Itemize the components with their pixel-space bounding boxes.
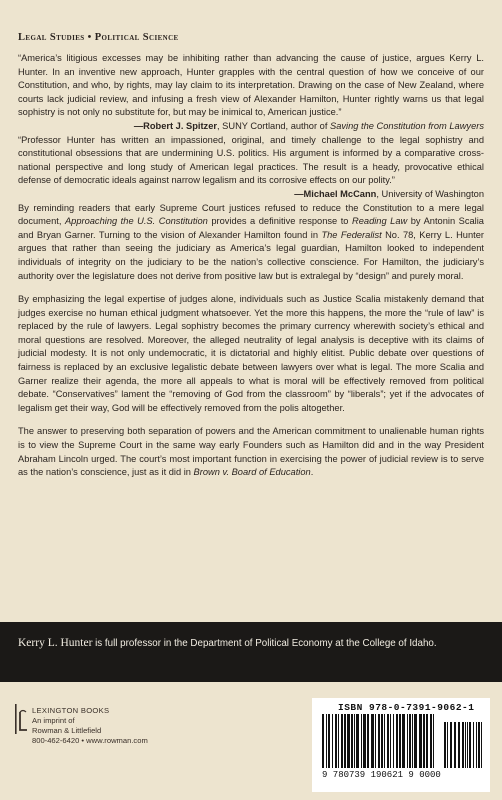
author-bio-text: is full professor in the Department of Political Economy at the College of Idaho.	[92, 638, 437, 649]
blurb-quote-2	[18, 134, 484, 202]
cover-text	[18, 52, 484, 490]
text-run: provides a definitive response to	[207, 216, 353, 227]
blurb-affiliation: , SUNY Cortland, author of	[217, 120, 330, 131]
blurb-attribution	[18, 120, 484, 134]
blurb-quote-1	[18, 52, 484, 134]
blurb-work: Saving the Constitution from Lawyers	[330, 120, 484, 131]
publisher-name: LEXINGTON BOOKS	[32, 706, 110, 715]
book-title: The Federalist	[321, 229, 382, 240]
book-title: Reading Law	[352, 216, 408, 227]
barcode-box	[312, 698, 490, 792]
book-title: Approaching the U.S. Constitution	[64, 216, 208, 227]
description-paragraph-2: By emphasizing the legal expertise of judges alone, individuals such as Justice Scalia mistakenly demand that judges exercise no human ethical judgment whatsoever. Yet the more this happens, the more the “rule of law” is replaced by the rule of lawyers. Legal sophistry becomes the primary currency wherewith society’s ethical and moral questions are resolved. Moreover, the alleged neutrality of legal analysis is deceptive with its claims of judicial modesty. It is not only undemocratic, it is dictatorial and highly elitist. Public debate over questions of fairness is replaced by an exclusive legalistic debate between lawyers over what is legal. The more Scalia and Garner realize their agenda, the more all appeals to what is moral will be effectively removed from political debate. “Conservatives” lament the “removing of God from the classroom” by “liberals”; yet if the advocates of legalism get their way, God will be effectively removed from the polis altogether.	[18, 294, 484, 413]
text-run: By reminding readers that early Supreme Court justices refused to reduce the Constitution to a mere legal document,	[18, 202, 484, 227]
author-bio	[18, 636, 488, 651]
footer	[0, 682, 502, 800]
blurb-author: —Michael McCann	[294, 188, 377, 199]
text-run: No. 78, Kerry L. Hunter argues that rather than seeing the judiciary as America’s legal guardian, Hamilton looked to independent individuals of integrity on the judiciary to be the nation’s collective conscience. For Hamilton, the judiciary’s authority over the legislature does not derive from positive law but is extralegal by “design” and purely moral.	[18, 229, 484, 281]
barcode-digits	[322, 770, 492, 780]
blurb-attribution	[18, 188, 484, 202]
blurb-affiliation: , University of Washington	[376, 188, 484, 199]
description-paragraph-1	[18, 202, 484, 284]
text-run: by Antonin Scalia and Bryan Garner. Turning to the vision of Alexander Hamilton found in	[18, 216, 484, 240]
barcode-icon	[316, 714, 488, 772]
publisher-imprint: An imprint of	[32, 716, 75, 725]
publisher-logo-icon	[14, 704, 34, 734]
price-code: 9 0000	[408, 770, 441, 780]
category-label: Legal Studies • Political Science	[18, 32, 179, 43]
text-run: .	[310, 467, 314, 478]
blurb-text: “America’s litigious excesses may be inhibiting rather than advancing the cause of justice, argues Kerry L. Hunter. In an inventive new approach, Hunter grapples with the central question of how we conceive of our Constitution, and who, by rights, may lay claim to its interpretation. Drawing on the case of New Zealand, where courts lack judicial review, and infusing a fresh view of Alexander Hamilton, Hunter rightly warns us that legal sophistry is not only no substitute for, but may be inimical to, American justice.”	[18, 53, 484, 118]
author-bio-band	[0, 622, 502, 682]
blurb-author: —Robert J. Spitzer	[133, 120, 217, 131]
author-name: Kerry L. Hunter	[18, 637, 93, 649]
text-run: The answer to preserving both separation of powers and the American commitment to unalienable human rights is to view the Supreme Court in the same way early Founders such as Hamilton did and in the way President Abraham Lincoln urged. The court’s most important function in exercising the power of judicial review is to serve as the nation’s conscience, just as it did in	[18, 426, 484, 478]
publisher-contact: 800-462-6420 • www.rowman.com	[32, 736, 148, 745]
description-paragraph-3	[18, 425, 484, 479]
isbn-text: ISBN 978-0-7391-9062-1	[338, 702, 475, 713]
ean-digits: 9 780739 190621	[322, 770, 404, 780]
blurb-text: “Professor Hunter has written an impassioned, original, and timely challenge to the legal sophistry and constitutional obsessions that are undermining U.S. politics. His argument is informed by a comparative cross-national perspective and long study of American legal practices. The result is a heady, provocative ethical defense of democratic ideals against narrow legalism and its corrosive effects on our polity.”	[18, 134, 484, 186]
publisher-parent: Rowman & Littlefield	[32, 726, 102, 735]
case-title: Brown v. Board of Education	[193, 467, 311, 478]
publisher-info	[32, 706, 148, 746]
